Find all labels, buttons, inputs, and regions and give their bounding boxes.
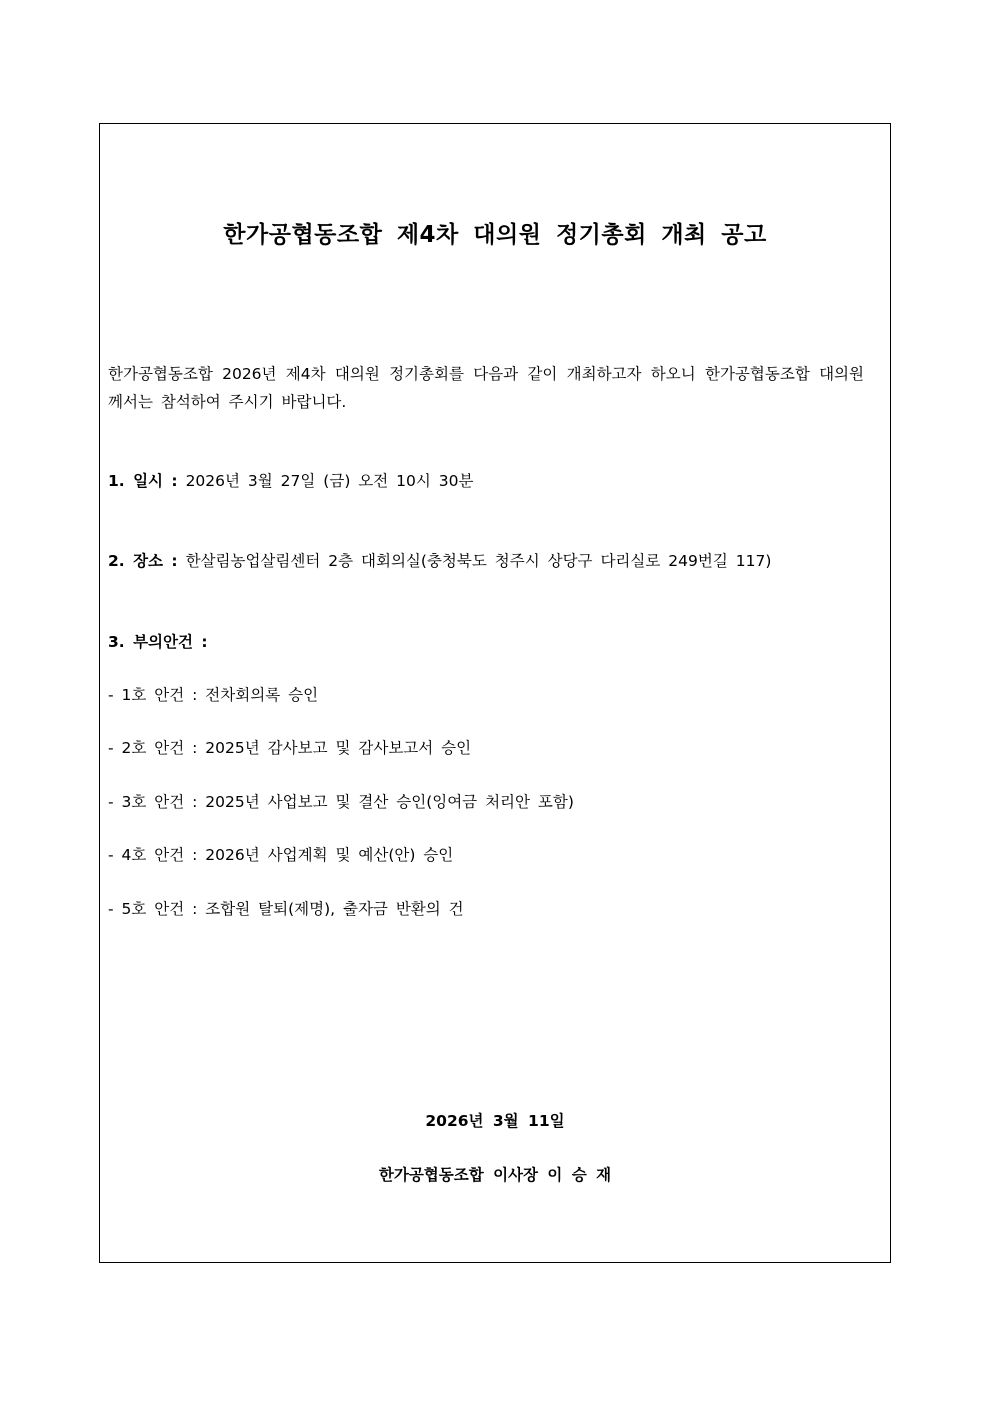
venue-value: 한살림농업살림센터 2층 대회의실(충청북도 청주시 상당구 다리실로 249번길 117): [185, 552, 772, 570]
agenda-item-1: - 1호 안건 : 전차회의록 승인: [108, 686, 319, 704]
notice-title: 한가공협동조합 제4차 대의원 정기총회 개최 공고: [223, 222, 767, 248]
agenda-heading: [108, 630, 208, 652]
signature: 한가공협동조합 이사장 이 승 재: [378, 1166, 612, 1184]
agenda-item-4: - 4호 안건 : 2026년 사업계획 및 예산(안) 승인: [108, 846, 454, 864]
agenda-item-2: - 2호 안건 : 2025년 감사보고 및 감사보고서 승인: [108, 739, 472, 757]
datetime-label: 1. 일시 :: [108, 472, 178, 490]
notice-document: [99, 123, 891, 1263]
agenda-label: 3. 부의안건 :: [108, 633, 208, 651]
intro-paragraph: 한가공협동조합 2026년 제4차 대의원 정기총회를 다음과 같이 개최하고자 하오니 한가공협동조합 대의원께서는 참석하여 주시기 바랍니다.: [108, 365, 864, 411]
venue-label: 2. 장소 :: [108, 552, 178, 570]
agenda-item-5: - 5호 안건 : 조합원 탈퇴(제명), 출자금 반환의 건: [108, 900, 464, 918]
datetime-value: 2026년 3월 27일 (금) 오전 10시 30분: [185, 472, 474, 490]
datetime-line: [108, 469, 473, 491]
agenda-item-3: - 3호 안건 : 2025년 사업보고 및 결산 승인(잉여금 처리안 포함): [108, 793, 574, 811]
venue-line: [108, 549, 771, 571]
notice-date: 2026년 3월 11일: [425, 1112, 565, 1130]
